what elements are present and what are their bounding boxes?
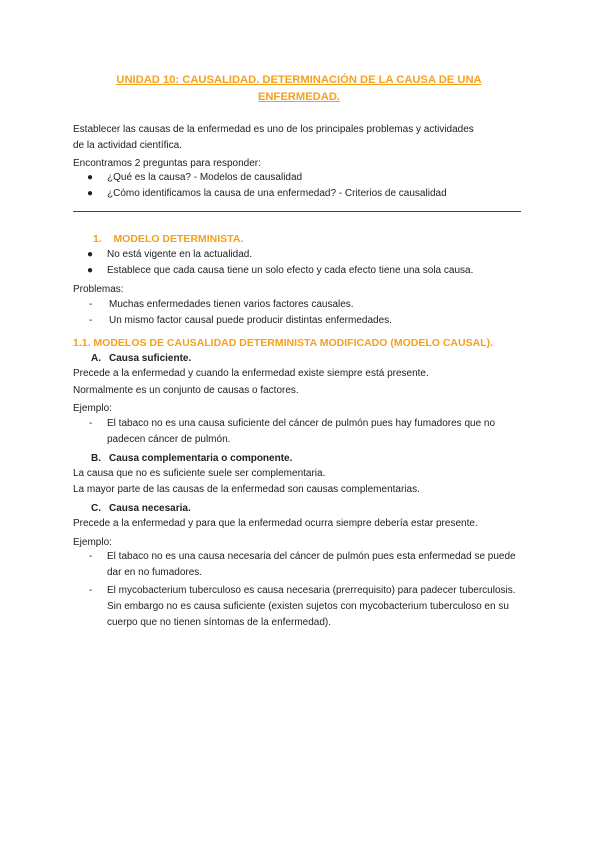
example-item (89, 549, 529, 581)
section-1-1-heading: 1.1. MODELOS DE CAUSALIDAD DETERMINISTA MODIFICADO (MODELO CAUSAL). (73, 337, 493, 349)
subsection-a-title: Causa suficiente. (109, 353, 192, 364)
dash-icon: - (89, 315, 93, 326)
subsection-a-line-2: Normalmente es un conjunto de causas o factores. (73, 385, 299, 396)
bullet-icon: ● (87, 188, 94, 199)
intro-paragraph-line-1: Establecer las causas de la enfermedad es uno de los principales problemas y actividades (73, 124, 474, 135)
subsection-b-line-2: La mayor parte de las causas de la enfermedad son causas complementarias. (73, 484, 420, 495)
dash-icon: - (89, 299, 93, 310)
page-title (73, 72, 525, 106)
bullet-text: Establece que cada causa tiene un solo efecto y cada efecto tiene una sola causa. (107, 265, 474, 276)
problems-label: Problemas: (73, 284, 124, 295)
question-text: ¿Cómo identificamos la causa de una enfermedad? - Criterios de causalidad (107, 188, 447, 199)
title-line-1: UNIDAD 10: CAUSALIDAD. DETERMINACIÓN DE LA CAUSA DE UNA (116, 74, 482, 86)
example-text: El mycobacterium tuberculoso es causa necesaria (prerrequisito) para padecer tuberculosis. Sin embargo no es causa suficiente (existen sujetos con mycobacterium tuberculoso en su cuerpo que no tienen síntomas de la enfermedad). (107, 585, 516, 628)
subsection-c-line-1: Precede a la enfermedad y para que la enfermedad ocurra siempre debería estar presente. (73, 518, 478, 529)
horizontal-divider (73, 211, 521, 212)
section-1-title: MODELO DETERMINISTA. (113, 233, 244, 245)
question-text: ¿Qué es la causa? - Modelos de causalidad (107, 172, 303, 183)
example-text: El tabaco no es una causa necesaria del cáncer de pulmón pues esta enfermedad se puede dar en no fumadores. (107, 551, 516, 578)
bullet-icon: ● (87, 172, 94, 183)
dash-icon: - (89, 585, 93, 596)
subsection-a-line-1: Precede a la enfermedad y cuando la enfermedad existe siempre está presente. (73, 368, 429, 379)
problem-text: Muchas enfermedades tienen varios factores causales. (109, 299, 354, 310)
bullet-icon: ● (87, 265, 94, 276)
problem-text: Un mismo factor causal puede producir distintas enfermedades. (109, 315, 392, 326)
subsection-b-title: Causa complementaria o componente. (109, 453, 293, 464)
bullet-text: No está vigente en la actualidad. (107, 249, 253, 260)
questions-intro: Encontramos 2 preguntas para responder: (73, 158, 261, 169)
example-item (89, 416, 529, 448)
subsection-b-letter: B. (91, 453, 101, 464)
subsection-c-letter: C. (91, 503, 101, 514)
dash-icon: - (89, 418, 93, 429)
example-text: El tabaco no es una causa suficiente del cáncer de pulmón pues hay fumadores que no padecen cáncer de pulmón. (107, 418, 496, 445)
title-line-2: ENFERMEDAD. (257, 91, 341, 103)
intro-paragraph-line-2: de la actividad científica. (73, 140, 182, 151)
subsection-c-example-label: Ejemplo: (73, 537, 112, 548)
section-1-number: 1. (93, 233, 102, 245)
subsection-b-line-1: La causa que no es suficiente suele ser complementaria. (73, 468, 326, 479)
subsection-a-letter: A. (91, 353, 101, 364)
bullet-icon: ● (87, 249, 94, 260)
example-item (89, 583, 529, 631)
section-1-heading (93, 231, 243, 247)
subsection-c-title: Causa necesaria. (109, 503, 191, 514)
dash-icon: - (89, 551, 93, 562)
subsection-a-example-label: Ejemplo: (73, 403, 112, 414)
